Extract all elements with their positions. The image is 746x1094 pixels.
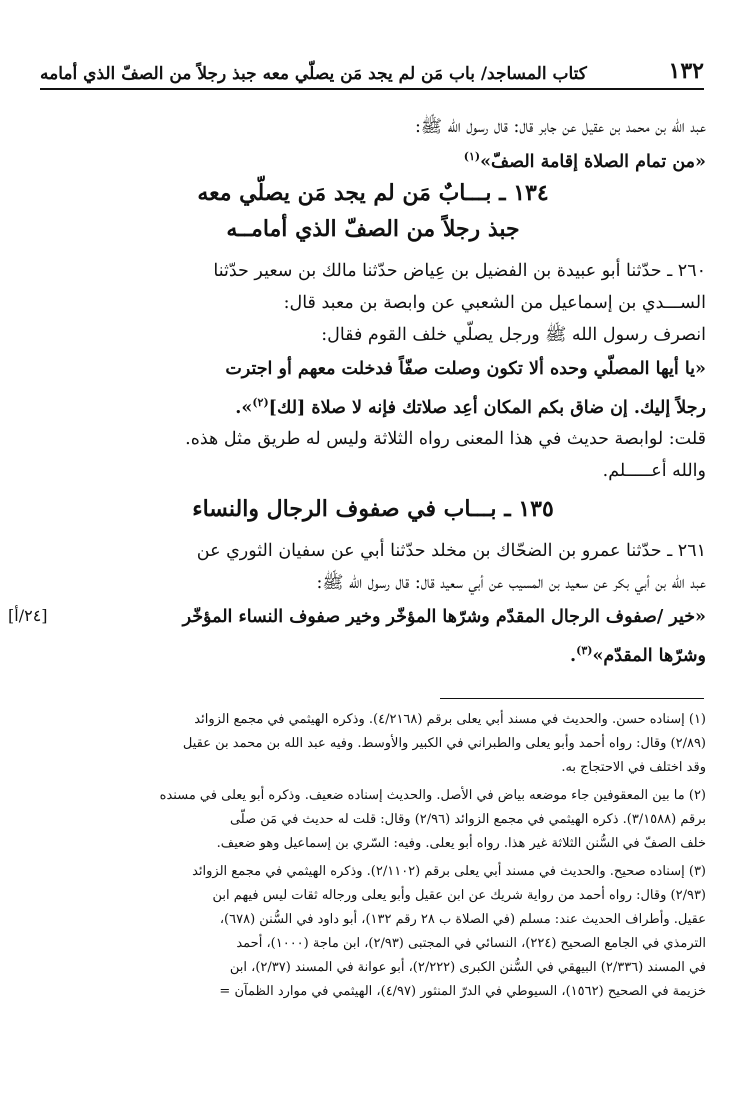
body-line-6: «يا أيها المصلّي وحده ألا تكون وصلت صفّاً فدخلت معهم أو اجترت xyxy=(225,359,706,379)
body-line-12: «خير /صفوف الرجال المقدّم وشرّها المؤخّر وخير صفوف النساء المؤخّر xyxy=(182,607,706,627)
footnote-2-line-3: خلف الصفّ في السُّنن الثلاثة غير هذا. رواه أبو يعلى. وفيه: السّري بن إسماعيل وهو ضعيف. xyxy=(216,836,706,851)
hadith-text: رجلاً إليك. إن ضاق بكم المكان أعِد صلاتك فإنه لا صلاة [لك] xyxy=(268,397,706,418)
footnote-3-line-3: عقيل. وأطراف الحديث عند: مسلم (في الصلاة ب ٢٨ رقم ١٣٢)، أبو داود في السُّنن (٦٧٨)، xyxy=(219,912,706,927)
footnote-separator xyxy=(440,698,704,699)
running-header xyxy=(40,50,704,90)
body-line-11: عبد الله بن أبي بكر عن سعيد بن المسيب عن أبي سعيد قال: قال رسول الله ﷺ: xyxy=(316,573,706,593)
chapter-134-heading: ١٣٤ ـ بـــابٌ مَن لم يجد مَن يصلّي معه xyxy=(197,180,549,206)
chapter-135-heading: ١٣٥ ـ بـــاب في صفوف الرجال والنساء xyxy=(192,496,554,522)
body-line-8: قلت: لوابصة حديث في هذا المعنى رواه الثلاثة وليس له طريق مثل هذه. xyxy=(185,429,706,449)
body-line-1: عبد الله بن محمد بن عقيل عن جابر قال: قال رسول الله ﷺ: xyxy=(415,117,706,137)
closing-mark: . xyxy=(570,645,577,666)
body-line-9: والله أعـــــلم. xyxy=(602,461,706,481)
footnote-3-line-1: (٣) إسناده صحيح. والحديث في مسند أبي يعلى برقم (٢/١١٠٢). وذكره الهيثمي في مجمع الزوائد xyxy=(192,864,706,879)
closing-mark: ». xyxy=(235,397,253,418)
footnote-ref-2[interactable]: (٢) xyxy=(252,396,269,409)
body-line-5: انصرف رسول الله ﷺ ورجل يصلّي خلف القوم فقال: xyxy=(321,325,706,345)
footnote-3-line-6: خزيمة في الصحيح (١٥٦٢)، السيوطي في الدرّ المنثور (٤/٩٧)، الهيثمي في موارد الظمآن = xyxy=(219,984,706,999)
footnote-2-line-1: (٢) ما بين المعقوفين جاء موضعه بياض في الأصل. والحديث إسناده ضعيف. وذكره أبو يعلى في مسنده xyxy=(159,788,706,803)
footnote-2-line-2: برقم (٣/١٥٨٨). ذكره الهيثمي في مجمع الزوائد (٢/٩٦) وقال: قلت له حديث في مَن صلّى xyxy=(229,812,706,827)
running-title: كتاب المساجد/ باب مَن لم يجد مَن يصلّي معه جبذ رجلاً من الصفّ الذي أمامه xyxy=(40,64,587,84)
footnote-3-line-5: في المسند (٢/٣٣٦) البيهقي في السُّنن الكبرى (٢/٢٢٢)، أبو عوانة في المسند (٢/٣٧)، ابن xyxy=(229,960,706,975)
footnote-ref-1[interactable]: (١) xyxy=(463,150,481,163)
page-number: ١٣٢ xyxy=(668,58,704,84)
footnote-3-line-2: (٢/٩٣) وقال: رواه أحمد من رواية شريك عن ابن عقيل وأبو يعلى ورجاله ثقات ليس فيهم ابن xyxy=(212,888,706,903)
body-line-10: ٢٦١ ـ حدّثنا عمرو بن الضحّاك بن مخلد حدّثنا أبي عن سفيان الثوري عن xyxy=(196,541,706,561)
footnote-ref-3[interactable]: (٣) xyxy=(576,644,593,657)
chapter-134-heading-cont: جبذ رجلاً من الصفّ الذي أمامــه xyxy=(226,216,520,242)
footnote-1-line-1: (١) إسناده حسن. والحديث في مسند أبي يعلى برقم (٤/٢١٦٨). وذكره الهيثمي في مجمع الزوائد xyxy=(194,712,706,727)
footnote-1-line-3: وقد اختلف في الاحتجاج به. xyxy=(561,760,706,775)
footnote-3-line-4: الترمذي في الجامع الصحيح (٢٢٤)، النسائي في المجتبى (٢/٩٣)، ابن ماجة (١٠٠٠)، أحمد xyxy=(236,936,706,951)
manuscript-folio-marker: [٢٤/أ] xyxy=(8,606,48,625)
hadith-text: وشرّها المقدّم» xyxy=(592,645,706,666)
body-line-13 xyxy=(40,636,706,671)
body-line-3: ٢٦٠ ـ حدّثنا أبو عبيدة بن الفضيل بن عِياض حدّثنا مالك بن سعير حدّثنا xyxy=(213,261,706,281)
footnote-1-line-2: (٢/٨٩) وقال: رواه أحمد وأبو يعلى والطبراني في الكبير والأوسط. وفيه عبد الله بن محمد بن عقيل xyxy=(182,736,706,751)
hadith-text: «من تمام الصلاة إقامة الصفّ» xyxy=(480,151,706,172)
body-line-7 xyxy=(40,388,706,423)
body-line-2 xyxy=(40,142,706,177)
body-line-4: الســـدي بن إسماعيل من الشعبي عن وابصة بن معبد قال: xyxy=(283,293,706,313)
